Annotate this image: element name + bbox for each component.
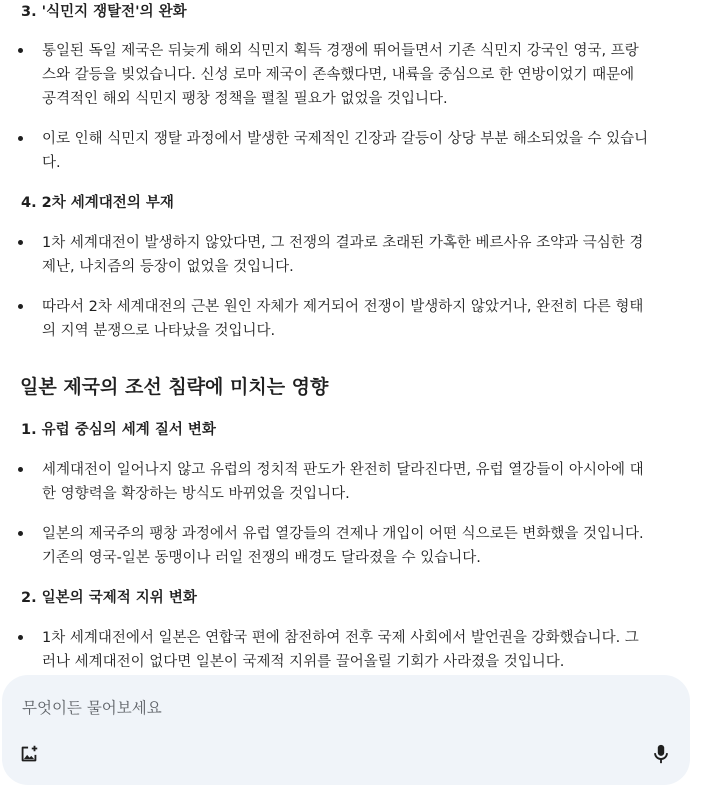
list-item [18,295,678,343]
bullet-text: 이로 인해 식민지 쟁탈 과정에서 발생한 국제적인 긴장과 갈등이 상당 부분 해소되었을 수 있습니 다. [42,131,649,171]
section-heading: 3. '식민지 쟁탈전'의 완화 [21,4,187,20]
bullet-text: 통일된 독일 제국은 뒤늦게 해외 식민지 획득 경쟁에 뛰어들면서 기존 식민지 강국인 영국, 프랑 스와 갈등을 빚었습니다. 신성 로마 제국이 존속했다면, 내륙을 중심으로 한 연방이었기 때문에 공격적인 해외 식민지 팽창 정책을 펼칠 필요가 없었을 것입니다. [42,43,639,107]
section-heading: 2. 일본의 국제적 지위 변화 [21,590,197,606]
add-image-icon[interactable] [18,743,40,769]
bullet-dot [18,304,23,309]
list-item [18,231,678,279]
list-item [18,458,678,506]
prompt-input[interactable] [20,695,584,721]
bullet-text: 1차 세계대전에서 일본은 연합국 편에 참전하여 전후 국제 사회에서 발언권을 강화했습니다. 그 러나 세계대전이 없다면 일본이 국제적 지위를 끌어올릴 기회가 사라졌을 것입니다. [42,630,639,670]
bullet-text: 1차 세계대전이 발생하지 않았다면, 그 전쟁의 결과로 초래된 가혹한 베르사유 조약과 극심한 경 제난, 나치즘의 등장이 없었을 것입니다. [42,235,644,275]
bullet-dot [18,136,23,141]
bullet-dot [18,240,23,245]
bullet-text: 일본의 제국주의 팽창 과정에서 유럽 열강들의 견제나 개입이 어떤 식으로든 변화했을 것입니다. 기존의 영국-일본 동맹이나 러일 전쟁의 배경도 달라졌을 수 있습니다. [42,526,644,566]
microphone-icon[interactable] [651,743,671,769]
list-item [18,626,678,674]
section-heading: 4. 2차 세계대전의 부재 [21,195,174,211]
list-item [18,522,678,570]
bullet-dot [18,467,23,472]
bullet-dot [18,48,23,53]
list-item [18,127,678,175]
bullet-text: 세계대전이 일어나지 않고 유럽의 정치적 판도가 완전히 달라진다면, 유럽 열강들이 아시아에 대 한 영향력을 확장하는 방식도 바뀌었을 것입니다. [42,462,644,502]
section-heading: 1. 유럽 중심의 세계 질서 변화 [21,422,216,438]
list-item [18,39,678,111]
bullet-dot [18,531,23,536]
prompt-composer [2,675,690,785]
bullet-dot [18,635,23,640]
bullet-text: 따라서 2차 세계대전의 근본 원인 자체가 제거되어 전쟁이 발생하지 않았거나, 완전히 다른 형태 의 지역 분쟁으로 나타났을 것입니다. [42,299,644,339]
section-title: 일본 제국의 조선 침략에 미치는 영향 [20,376,329,398]
